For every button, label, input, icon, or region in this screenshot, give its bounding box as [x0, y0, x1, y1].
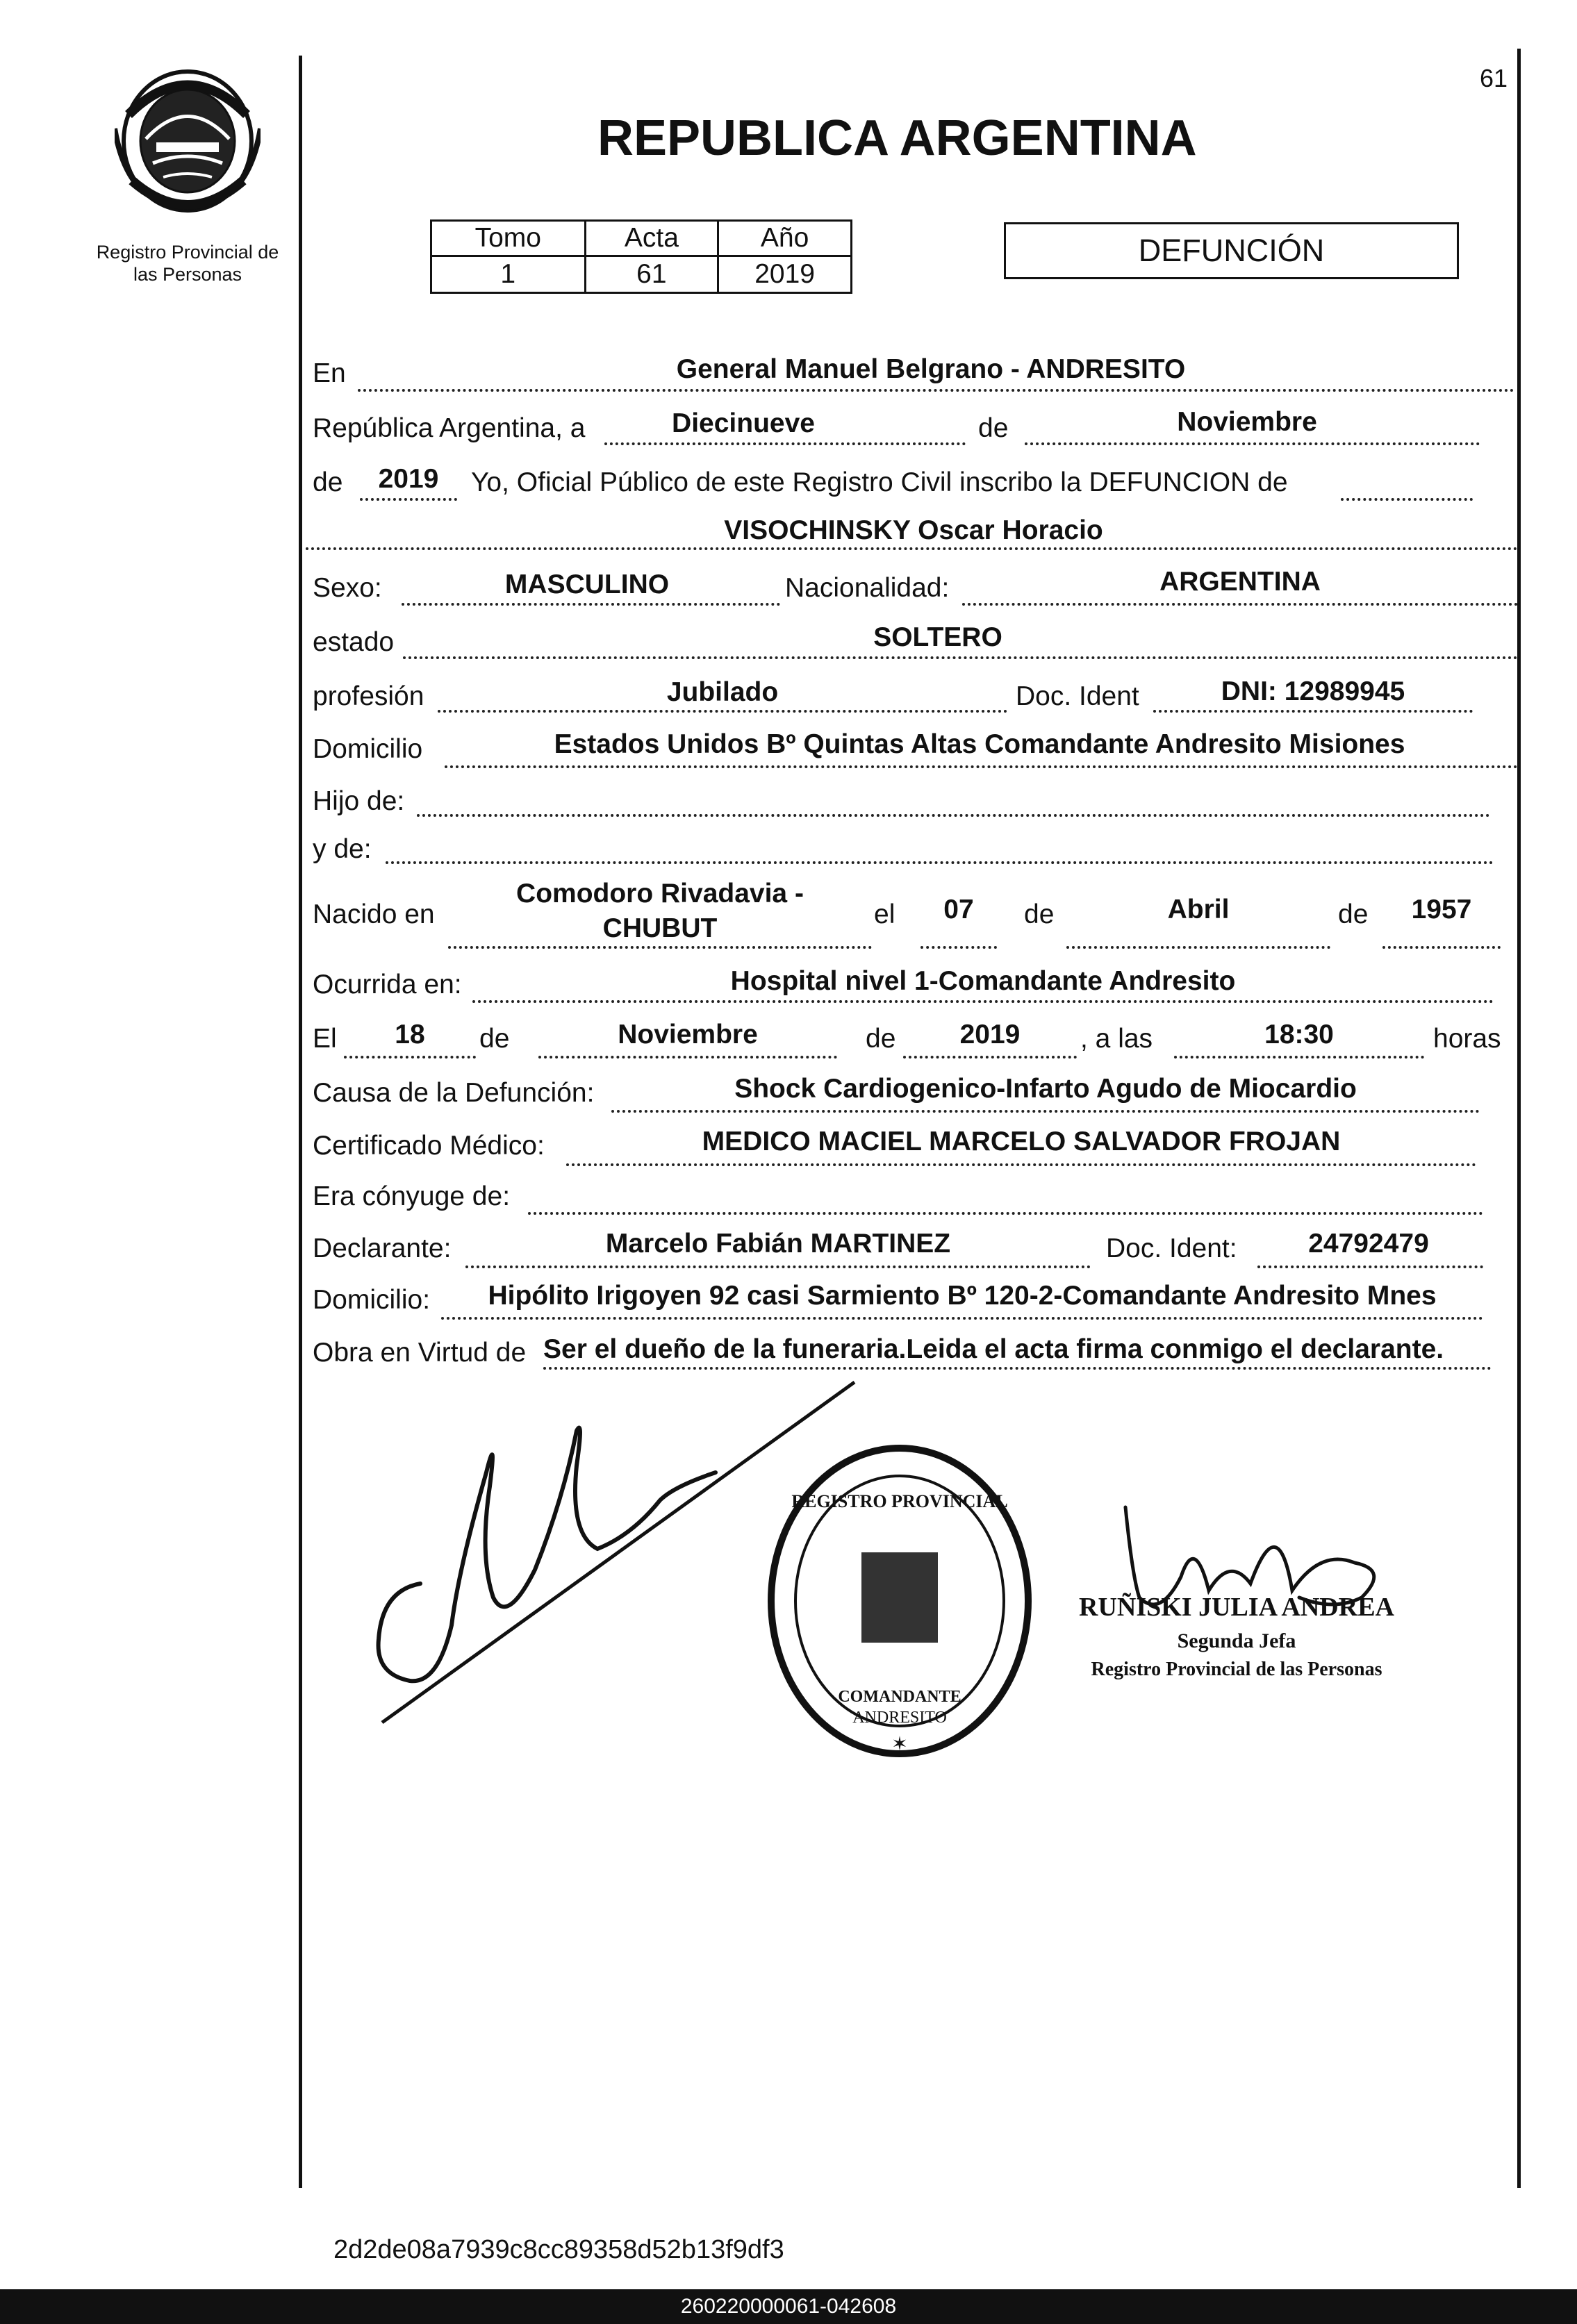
value-causa: Shock Cardiogenico-Infarto Agudo de Miocardio: [734, 1074, 1357, 1104]
page-title: REPUBLICA ARGENTINA: [597, 110, 1197, 166]
label-republica-a: República Argentina, a: [313, 413, 586, 443]
line-doc-ident: [1153, 710, 1473, 713]
document-hash: 2d2de08a7939c8cc89358d52b13f9df3: [333, 2235, 784, 2264]
line-ocurrida: [472, 1000, 1494, 1003]
official-org: Registro Provincial de las Personas: [1091, 1659, 1382, 1680]
line-anio: [360, 498, 457, 501]
value-mes: Noviembre: [1177, 407, 1317, 437]
label-y-de: y de:: [313, 834, 372, 864]
value-hora: 18:30: [1264, 1020, 1334, 1049]
line-nacido-lugar: [448, 946, 872, 949]
value-nacido-dia: 07: [943, 895, 974, 924]
line-mes: [1025, 442, 1480, 445]
svg-text:✶: ✶: [891, 1733, 908, 1754]
value-declarante-doc: 24792479: [1308, 1229, 1429, 1259]
value-fecha-dia: 18: [395, 1020, 425, 1049]
line-hora: [1174, 1056, 1424, 1059]
line-fecha-dia: [344, 1056, 476, 1059]
line-nacido-mes: [1066, 946, 1330, 949]
value-nacido-anio: 1957: [1411, 895, 1472, 924]
label-estado: estado: [313, 627, 395, 657]
value-sexo: MASCULINO: [504, 570, 670, 599]
value-nombre: VISOCHINSKY Oscar Horacio: [724, 515, 1103, 545]
official-name: RUÑISKI JULIA ANDREA: [1079, 1593, 1394, 1622]
label-nacido-de: de: [1024, 899, 1055, 929]
table-header-tomo: Tomo: [431, 221, 586, 256]
value-doc-ident: DNI: 12989945: [1221, 677, 1405, 706]
label-fecha-de: de: [479, 1024, 510, 1054]
value-profesion: Jubilado: [666, 677, 779, 707]
line-hijo-de: [417, 814, 1490, 817]
label-sexo: Sexo:: [313, 573, 382, 603]
label-fecha-de2: de: [866, 1024, 896, 1054]
label-declarante-doc: Doc. Ident:: [1106, 1234, 1237, 1263]
label-hijo-de: Hijo de:: [313, 786, 405, 816]
value-certificado: MEDICO MACIEL MARCELO SALVADOR FROJAN: [702, 1127, 1341, 1156]
value-nacido-mes: Abril: [1167, 895, 1230, 924]
line-nombre: [306, 547, 1518, 550]
page-number: 61: [1480, 64, 1508, 92]
label-nacido-el: el: [874, 899, 895, 929]
label-horas: horas: [1433, 1024, 1501, 1054]
line-dia: [604, 442, 966, 445]
doc-type-box: [1004, 222, 1459, 279]
table-header-anio: Año: [718, 221, 852, 256]
value-fecha-anio: 2019: [959, 1020, 1021, 1049]
label-certificado: Certificado Médico:: [313, 1131, 545, 1161]
line-profesion: [438, 710, 1007, 713]
svg-text:REGISTRO PROVINCIAL: REGISTRO PROVINCIAL: [791, 1491, 1008, 1511]
label-domicilio: Domicilio: [313, 734, 423, 764]
value-estado: SOLTERO: [873, 622, 1002, 652]
table-header-acta: Acta: [585, 221, 718, 256]
line-conyuge: [528, 1212, 1483, 1215]
value-nacido-lugar-2: CHUBUT: [602, 913, 718, 943]
label-conyuge: Era cónyuge de:: [313, 1181, 511, 1211]
table-value-anio: 2019: [718, 256, 852, 293]
table-value-tomo: 1: [431, 256, 586, 293]
registry-name: Registro Provincial de las Personas: [96, 242, 279, 285]
line-declarante-doc: [1257, 1265, 1483, 1268]
barcode-number: 260220000061-042608: [680, 2295, 897, 2318]
barcode-bar: [0, 2289, 1577, 2324]
svg-text:COMANDANTE: COMANDANTE: [838, 1688, 961, 1706]
line-fecha-anio: [903, 1056, 1077, 1059]
line-declarante: [465, 1265, 1091, 1268]
line-certificado: [566, 1163, 1476, 1166]
label-profesion: profesión: [313, 681, 424, 711]
left-margin-line: [299, 56, 302, 2188]
label-fecha-el: El: [313, 1024, 337, 1054]
value-nacido-lugar-1: Comodoro Rivadavia -: [516, 879, 804, 908]
label-causa: Causa de la Defunción:: [313, 1078, 595, 1108]
value-nacionalidad: ARGENTINA: [1159, 567, 1321, 597]
official-role: Segunda Jefa: [1177, 1629, 1296, 1652]
label-en: En: [313, 358, 346, 388]
line-nacido-anio: [1382, 946, 1501, 949]
label-doc-ident: Doc. Ident: [1016, 681, 1139, 711]
label-inscribo: Yo, Oficial Público de este Registro Civil inscribo la DEFUNCION de: [471, 467, 1288, 497]
label-de-mes: de: [978, 413, 1009, 443]
value-fecha-mes: Noviembre: [618, 1020, 758, 1049]
line-domicilio: [445, 765, 1518, 768]
line-nacido-dia: [920, 946, 997, 949]
value-declarante: Marcelo Fabián MARTINEZ: [605, 1229, 951, 1259]
line-causa: [611, 1110, 1480, 1113]
label-nacido-en: Nacido en: [313, 899, 435, 929]
line-estado: [403, 656, 1518, 659]
official-stamp: [761, 1438, 1039, 1764]
line-sexo: [402, 603, 780, 606]
line-y-de: [386, 861, 1494, 864]
label-domicilio-decl: Domicilio:: [313, 1285, 431, 1315]
value-ocurrida: Hospital nivel 1-Comandante Andresito: [730, 966, 1236, 996]
acta-table: [430, 219, 852, 294]
line-fecha-mes: [538, 1056, 837, 1059]
line-domicilio-decl: [441, 1317, 1483, 1320]
label-obra: Obra en Virtud de: [313, 1338, 527, 1368]
label-nacido-de2: de: [1338, 899, 1369, 929]
label-a-las: , a las: [1080, 1024, 1153, 1054]
value-obra: Ser el dueño de la funeraria.Leida el acta firma conmigo el declarante.: [543, 1334, 1444, 1364]
label-ocurrida: Ocurrida en:: [313, 970, 462, 999]
svg-text:ANDRESITO: ANDRESITO: [852, 1709, 947, 1727]
line-inscribo: [1341, 498, 1473, 501]
label-de-anio: de: [313, 467, 343, 497]
line-en: [358, 389, 1514, 392]
label-nacionalidad: Nacionalidad:: [785, 573, 950, 603]
right-margin-line: [1517, 49, 1521, 2188]
table-value-acta: 61: [585, 256, 718, 293]
value-dia: Diecinueve: [672, 408, 815, 438]
line-nacionalidad: [962, 603, 1518, 606]
provincial-seal-logo: [115, 66, 261, 215]
value-domicilio-decl: Hipólito Irigoyen 92 casi Sarmiento Bº 120-2-Comandante Andresito Mnes: [488, 1281, 1437, 1311]
official-signature-block: [1056, 1592, 1417, 1681]
label-declarante: Declarante:: [313, 1234, 452, 1263]
value-domicilio: Estados Unidos Bº Quintas Altas Comandante Andresito Misiones: [554, 729, 1405, 759]
value-anio: 2019: [378, 464, 439, 494]
value-en: General Manuel Belgrano - ANDRESITO: [676, 354, 1186, 384]
doc-type-label: DEFUNCIÓN: [1138, 233, 1325, 268]
